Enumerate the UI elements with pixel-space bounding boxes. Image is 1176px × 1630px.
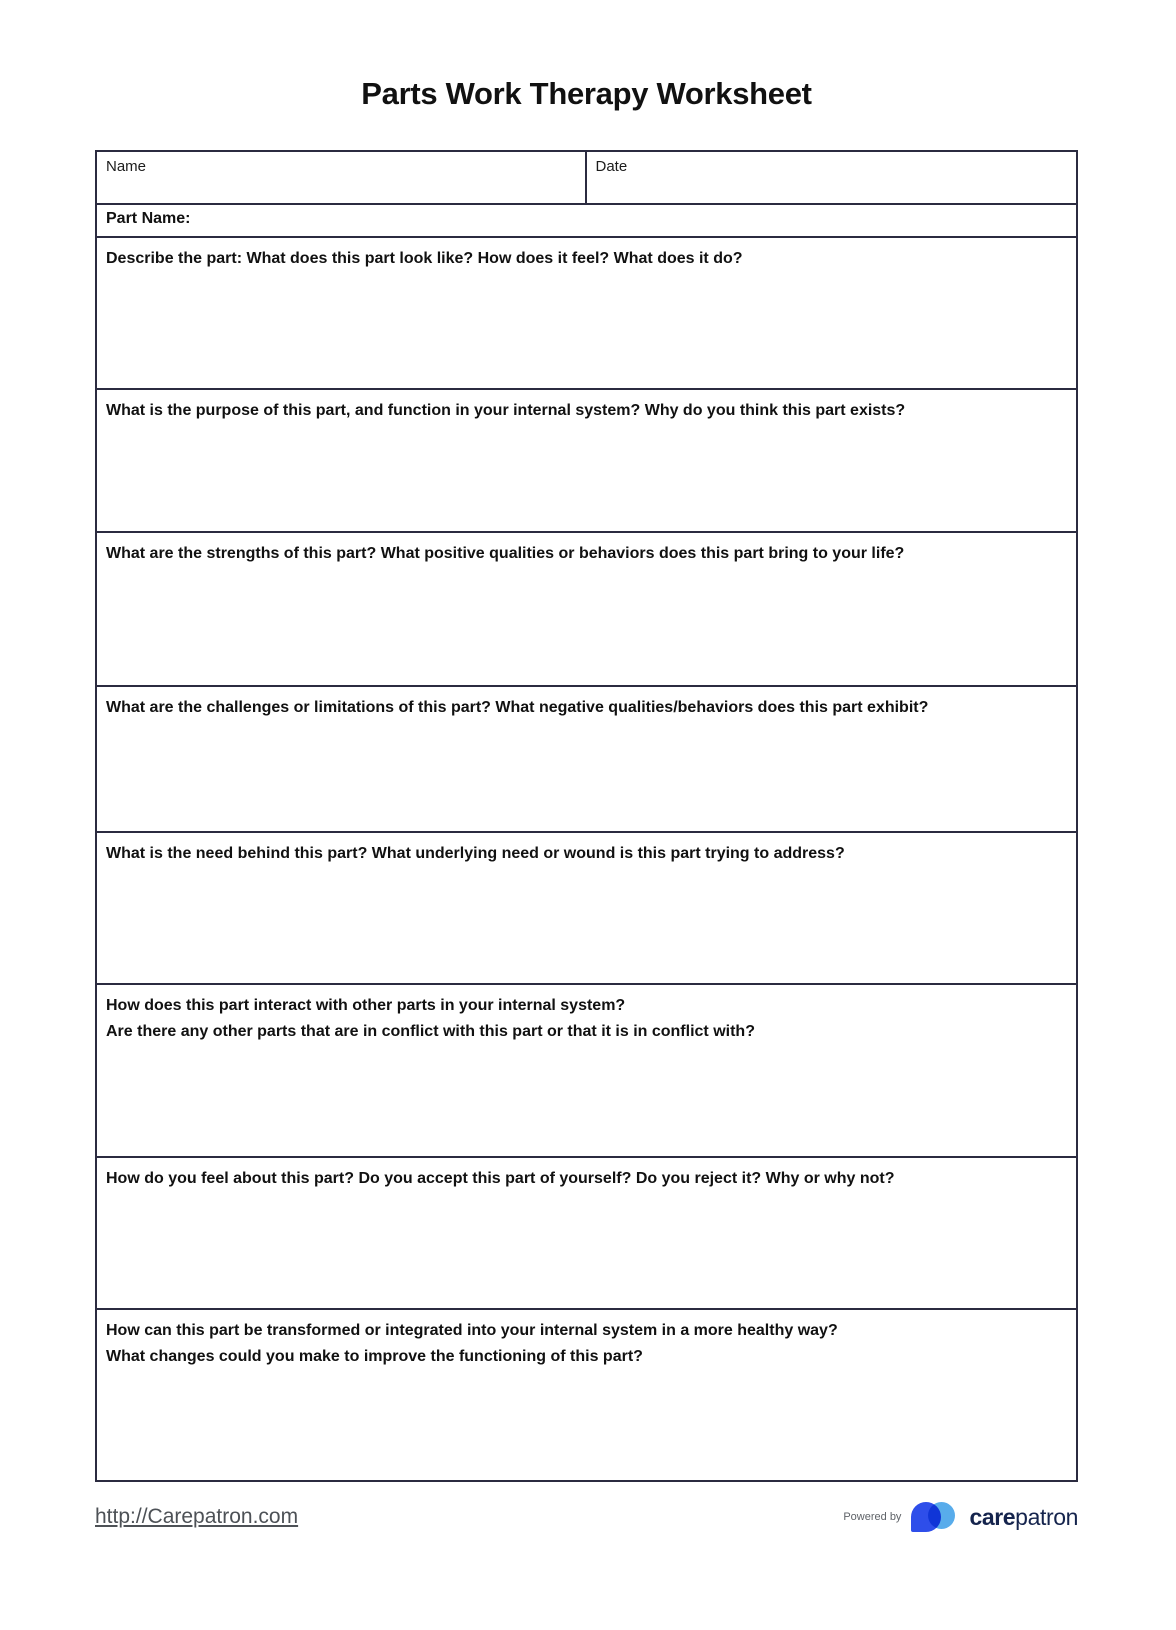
question-label: Describe the part: What does this part look like? How does it feel? What does it do?: [106, 250, 743, 267]
answer-area[interactable]: [97, 1051, 1076, 1156]
date-label: Date: [595, 158, 628, 175]
powered-by-badge[interactable]: [843, 1502, 1078, 1533]
question-section-purpose: [97, 390, 1076, 533]
answer-area[interactable]: [97, 278, 1076, 388]
question-label: What is the need behind this part? What underlying need or wound is this part trying to address?: [106, 845, 845, 862]
date-field[interactable]: [587, 152, 1077, 203]
question-label: What is the purpose of this part, and function in your internal system? Why do you think this part exists?: [106, 402, 906, 419]
name-field[interactable]: [97, 152, 587, 203]
question-label: What changes could you make to improve the functioning of this part?: [106, 1348, 643, 1365]
worksheet-table: [95, 150, 1078, 1482]
brand-care: care: [969, 1503, 1016, 1530]
powered-by-label: Powered by: [843, 1511, 902, 1523]
question-label: How does this part interact with other parts in your internal system?: [106, 997, 626, 1014]
question-label: What are the strengths of this part? What positive qualities or behaviors does this part bring to your life?: [106, 545, 905, 562]
carepatron-logo-icon: [911, 1502, 959, 1533]
carepatron-link[interactable]: http://Carepatron.com: [95, 1505, 299, 1528]
question-label: Are there any other parts that are in conflict with this part or that it is in conflict with?: [106, 1023, 755, 1040]
part-name-field[interactable]: [97, 205, 1076, 238]
question-section-challenges: [97, 687, 1076, 833]
question-section-describe: [97, 238, 1076, 390]
answer-area[interactable]: [97, 1376, 1076, 1480]
brand-patron: patron: [1015, 1503, 1078, 1530]
answer-area[interactable]: [97, 873, 1076, 983]
part-name-label: Part Name:: [106, 210, 191, 227]
question-label: How do you feel about this part? Do you accept this part of yourself? Do you reject it? Why or why not?: [106, 1170, 895, 1187]
question-section-transformation: [97, 1310, 1076, 1480]
question-label: How can this part be transformed or integrated into your internal system in a more healthy way?: [106, 1322, 838, 1339]
name-date-row: [97, 152, 1076, 205]
answer-area[interactable]: [97, 1198, 1076, 1308]
answer-area[interactable]: [97, 573, 1076, 685]
question-section-feelings: [97, 1158, 1076, 1310]
question-label: What are the challenges or limitations of this part? What negative qualities/behaviors does this part exhibit?: [106, 699, 929, 716]
carepatron-wordmark: [969, 1504, 1078, 1531]
question-section-need: [97, 833, 1076, 985]
name-label: Name: [106, 158, 147, 175]
question-section-strengths: [97, 533, 1076, 687]
answer-area[interactable]: [97, 727, 1076, 831]
page-title: Parts Work Therapy Worksheet: [361, 76, 812, 111]
question-section-interaction: [97, 985, 1076, 1158]
page-footer: [95, 1496, 1078, 1538]
answer-area[interactable]: [97, 430, 1076, 531]
logo-bubble-light: [928, 1502, 955, 1529]
